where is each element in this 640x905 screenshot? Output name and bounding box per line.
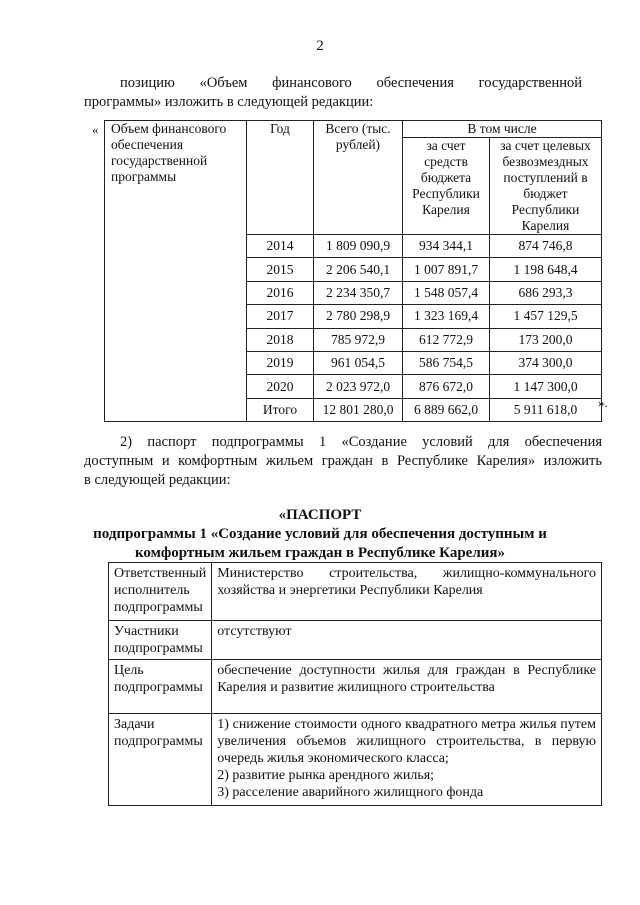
- table-row: [105, 235, 602, 258]
- total-cell: 2 206 540,1: [314, 258, 403, 281]
- total-cell: 961 054,5: [314, 351, 403, 374]
- item2-line-2: [84, 452, 602, 471]
- year-cell: 2018: [247, 328, 314, 351]
- total-label-cell: Итого: [247, 398, 314, 421]
- item2-word: комфортным: [178, 453, 258, 469]
- budget-cell: 934 344,1: [403, 235, 490, 258]
- total-cell: 2 023 972,0: [314, 375, 403, 398]
- col-total-header: Всего (тыс. рублей): [314, 121, 403, 235]
- budget-cell: 612 772,9: [403, 328, 490, 351]
- item2-line-1: [120, 433, 602, 452]
- item2-word: в: [381, 453, 389, 469]
- item2-word: условий: [422, 434, 473, 450]
- table-row: [109, 660, 602, 714]
- year-cell: 2016: [247, 281, 314, 304]
- intro-word: обеспечения: [376, 75, 454, 91]
- item2-word: граждан: [321, 453, 373, 469]
- page-number: 2: [316, 38, 324, 54]
- col-year-header: Год: [247, 121, 314, 235]
- grants-cell: 874 746,8: [490, 235, 602, 258]
- intro-word: государственной: [478, 75, 582, 91]
- passport-value: обеспечение доступности жилья для граждан в Республике Карелия и развитие жилищного строительства: [212, 660, 602, 714]
- passport-value: [212, 714, 602, 806]
- task-line: 3) расселение аварийного жилищного фонда: [217, 785, 484, 800]
- col-budget-header: за счет средств бюджета Республики Карелия: [403, 138, 490, 235]
- task-line: 2) развитие рынка арендного жилья;: [217, 768, 435, 783]
- grants-cell: 374 300,0: [490, 351, 602, 374]
- item2-word: 1: [318, 434, 327, 450]
- total-budget-cell: 6 889 662,0: [403, 398, 490, 421]
- year-cell: 2015: [247, 258, 314, 281]
- item2-word: изложить: [543, 453, 602, 469]
- passport-label: Задачи подпрограммы: [109, 714, 212, 806]
- passport-subtitle-2: комфортным жильем граждан в Республике Карелия»: [134, 545, 506, 561]
- total-cell: 2 234 350,7: [314, 281, 403, 304]
- intro-paragraph: [120, 74, 582, 93]
- year-cell: 2020: [247, 375, 314, 398]
- finance-row-header-cell: [105, 235, 247, 422]
- open-quote: «: [92, 122, 99, 137]
- passport-subtitle-1: подпрограммы 1 «Создание условий для обеспечения доступным и: [93, 526, 547, 542]
- passport-value: Министерство строительства, жилищно-коммунального хозяйства и энергетики Республики Карелия: [212, 563, 602, 621]
- table-row: [109, 563, 602, 621]
- intro-word: позицию: [120, 75, 175, 91]
- budget-cell: 1 007 891,7: [403, 258, 490, 281]
- passport-label: Цель подпрограммы: [109, 660, 212, 714]
- item2-word: Карелия»: [476, 453, 536, 469]
- budget-cell: 1 323 169,4: [403, 305, 490, 328]
- item2-word: жильем: [265, 453, 314, 469]
- budget-cell: 586 754,5: [403, 351, 490, 374]
- item2-word: доступным: [84, 453, 154, 469]
- total-cell: 785 972,9: [314, 328, 403, 351]
- item2-word: 2): [120, 434, 133, 450]
- item2-word: обеспечения: [524, 434, 602, 450]
- budget-cell: 876 672,0: [403, 375, 490, 398]
- item2-word: подпрограммы: [211, 434, 304, 450]
- intro-word: финансового: [272, 75, 352, 91]
- item2-word: Республике: [396, 453, 468, 469]
- item2-word: и: [161, 453, 170, 469]
- grants-cell: 686 293,3: [490, 281, 602, 304]
- year-cell: 2019: [247, 351, 314, 374]
- passport-label: Участники подпрограммы: [109, 621, 212, 660]
- table-row: [109, 714, 602, 806]
- grants-cell: 1 457 129,5: [490, 305, 602, 328]
- col-including-header: В том числе: [403, 121, 602, 138]
- table-row: [109, 621, 602, 660]
- total-sum-cell: 12 801 280,0: [314, 398, 403, 421]
- item2-word: паспорт: [147, 434, 197, 450]
- col-grants-header: за счет целевых безвозмездных поступлений в бюджет Республики Карелия: [490, 138, 602, 235]
- grants-cell: 1 198 648,4: [490, 258, 602, 281]
- total-cell: 1 809 090,9: [314, 235, 403, 258]
- passport-title: «ПАСПОРТ: [278, 507, 362, 523]
- intro-line-2: программы» изложить в следующей редакции:: [84, 94, 374, 110]
- year-cell: 2014: [247, 235, 314, 258]
- intro-line-1: [120, 74, 582, 93]
- finance-row-header: Объем финансового обеспечения государственной программы: [105, 121, 247, 235]
- item2-line-3: в следующей редакции:: [84, 472, 231, 488]
- year-cell: 2017: [247, 305, 314, 328]
- grants-cell: 173 200,0: [490, 328, 602, 351]
- item2-word: «Создание: [341, 434, 407, 450]
- finance-table: [104, 120, 602, 422]
- grants-cell: 1 147 300,0: [490, 375, 602, 398]
- total-cell: 2 780 298,9: [314, 305, 403, 328]
- item2-word: для: [488, 434, 510, 450]
- close-quote: ».: [598, 395, 608, 410]
- passport-label: Ответственный исполнитель подпрограммы: [109, 563, 212, 621]
- budget-cell: 1 548 057,4: [403, 281, 490, 304]
- total-grants-cell: 5 911 618,0: [490, 398, 602, 421]
- passport-table: [108, 562, 602, 806]
- passport-value: отсутствуют: [212, 621, 602, 660]
- intro-word: «Объем: [199, 75, 248, 91]
- task-line: 1) снижение стоимости одного квадратного метра жилья путем увеличения объемов жилищного строительства, в первую очередь жилья экономического класса;: [217, 717, 596, 766]
- finance-header-row: [105, 121, 602, 138]
